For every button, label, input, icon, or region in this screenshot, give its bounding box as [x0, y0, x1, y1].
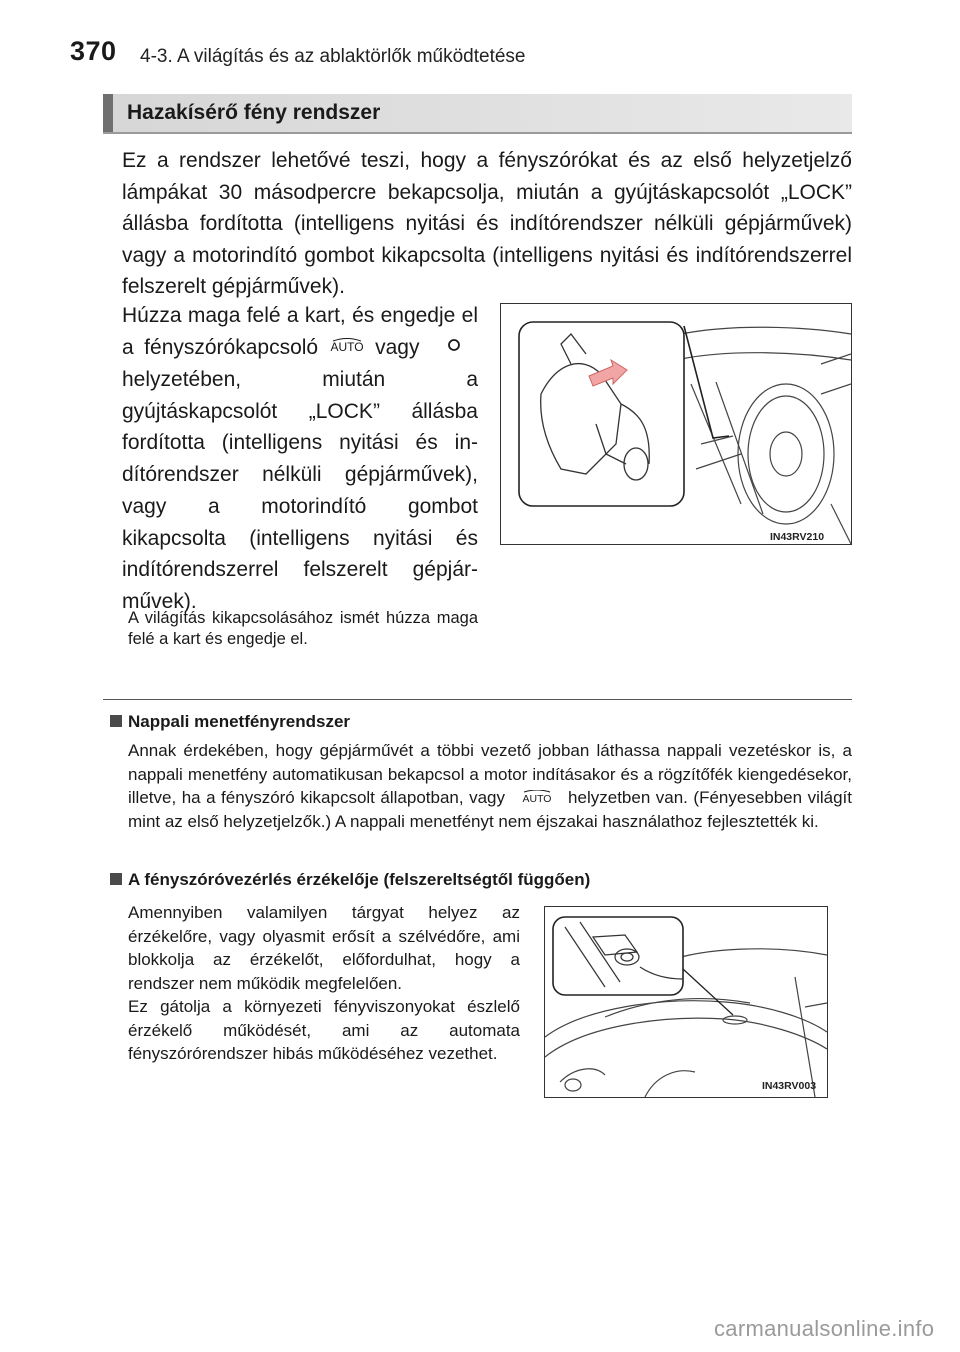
running-head: 4-3. A világítás és az ablaktörlők működtetése	[140, 46, 526, 67]
drl-heading-text: Nappali menetfényrendszer	[128, 712, 351, 731]
headlight-icon	[444, 332, 464, 364]
drl-paragraph	[128, 739, 852, 834]
sensor-drawing	[545, 907, 827, 1097]
watermark: carmanualsonline.info	[714, 1316, 935, 1341]
lever-drawing	[501, 304, 851, 544]
square-bullet-icon	[110, 873, 122, 885]
instruction-paragraph	[122, 300, 478, 618]
page-number: 370	[70, 36, 117, 66]
square-bullet-icon	[110, 715, 122, 727]
sensor-illustration	[544, 906, 828, 1098]
section-title-accent	[103, 94, 113, 132]
figure-code-2: IN43RV003	[761, 1080, 817, 1092]
section-title-bar	[103, 94, 852, 134]
svg-text:AUTO: AUTO	[330, 340, 364, 355]
drl-text-1: Annak érdekében, hogy gépjárművét a többi vezető jobban láthassa nappali vezetéskor is, a nappali menetfény automatikusan bekapcsol a motor indításakor és a rögzítőfék kiengedésekor, illetve, ha a fényszóró kikapcsolt állapotban, vagy	[128, 741, 852, 807]
sensor-heading-text: A fényszóróvezérlés érzékelője (felszereltségtől függően)	[128, 870, 591, 889]
turn-off-note: A világítás kikapcsolásához ismét húzza maga felé a kart és engedje el.	[128, 609, 478, 648]
auto-icon	[329, 332, 365, 364]
svg-text:AUTO: AUTO	[522, 792, 552, 804]
intro-paragraph: Ez a rendszer lehetővé teszi, hogy a fényszórókat és az első helyzetjelző lámpákat 30 másodpercre bekapcsolja, miután a gyújtáskapcsolót „LOCK” állásba fordította (intelligens nyitási és indítórendszer nélküli gépjárművek) vagy a motorindító gombot kikapcsolta (intelligens nyitási és indítórendszerrel felszerelt gépjárművek).	[122, 149, 852, 298]
instruction-text-1: Húzza maga felé a kart, és engedje el a fényszórókapcsoló	[122, 304, 478, 359]
section-title: Hazakísérő fény rendszer	[127, 101, 381, 124]
headlight-lever-illustration	[500, 303, 852, 545]
instruction-text-3: helyzetében, miután a gyújtáskapcsolót „LOCK” állásba fordította (intelligens nyitási és indítórendszer nélküli gépjárművek), vagy a motorindító gombot kikapcsolta (intelligens nyitási és indítórendszerrel felszerelt gépjárművek).	[122, 368, 478, 613]
sensor-paragraph: Amennyiben valamilyen tárgyat helyez az érzékelőre, vagy olyasmit erősít a szélvédőre, ami blokkolja az érzékelőt, előfordulhat, hogy a rendszer nem működik megfelelően. Ez gátolja a környezeti fényviszonyokat észlelő érzékelő működését, ami az automata fényszórórendszer hibás működéséhez vezethet.	[128, 903, 520, 1063]
figure-code-1: IN43RV210	[769, 531, 825, 543]
drl-heading	[110, 712, 350, 732]
sensor-heading	[110, 870, 590, 890]
auto-icon	[521, 787, 553, 811]
drl-text-2: helyzetben van. (Fényesebben világít mint az első helyzetjelzők.) A nappali menetfényt nem éjszakai használathoz fejlesztették ki.	[128, 788, 853, 832]
section-divider	[103, 699, 852, 700]
instruction-text-2: vagy	[375, 335, 420, 359]
